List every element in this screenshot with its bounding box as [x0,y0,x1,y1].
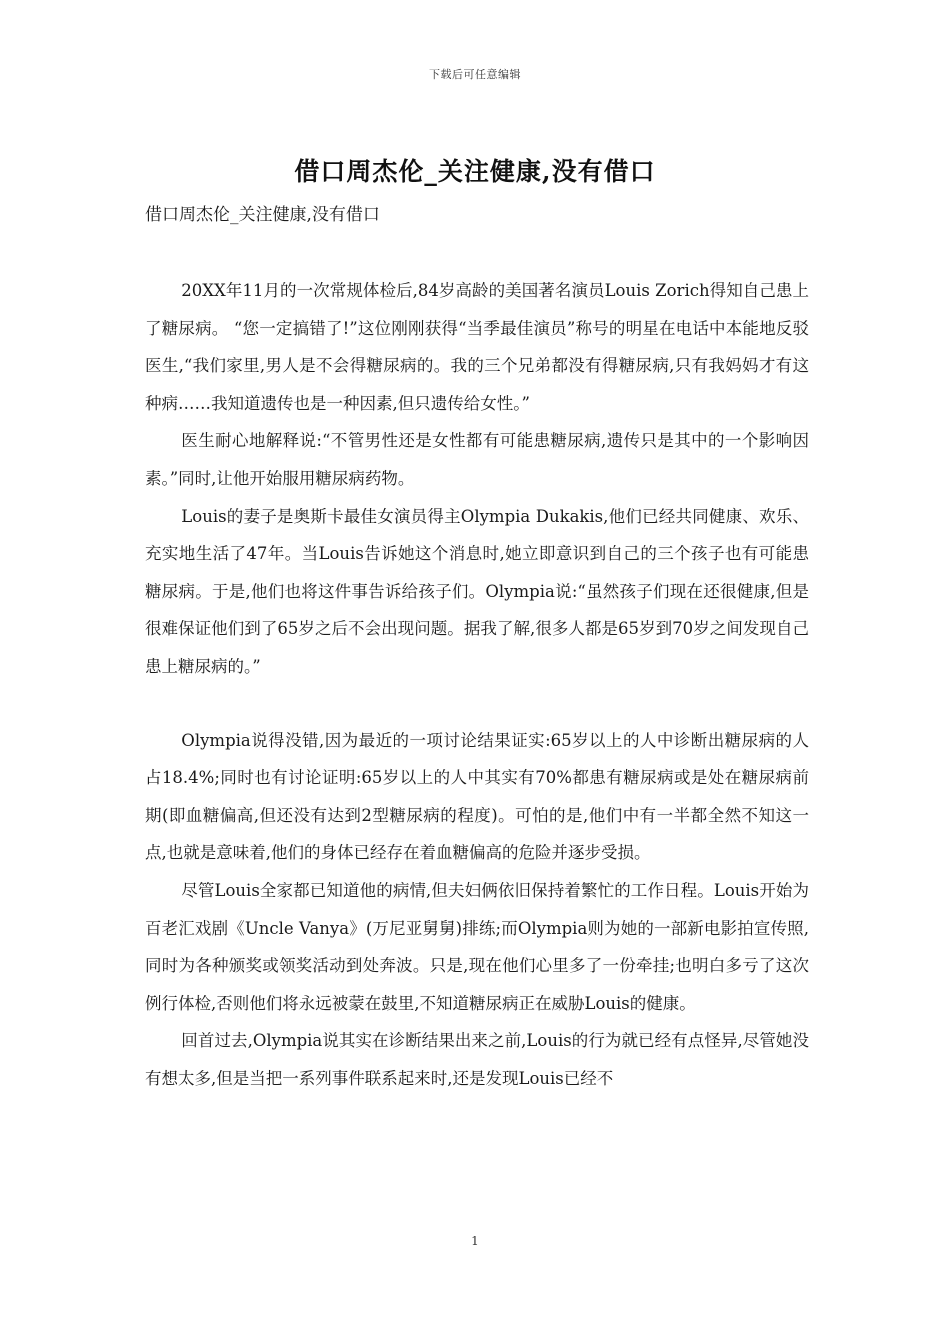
paragraph-gap [145,686,809,722]
paragraph-2: 医生耐心地解释说:“不管男性还是女性都有可能患糖尿病,遗传只是其中的一个影响因素。”同时,让他开始服用糖尿病药物。 [145,431,809,488]
paragraph-5: 尽管Louis全家都已知道他的病情,但夫妇俩依旧保持着繁忙的工作日程。Louis开始为百老汇戏剧《Uncle Vanya》(万尼亚舅舅)排练;而Olympia则为她的一部新电影拍宣传照,同时为各种颁奖或领奖活动到处奔波。只是,现在他们心里多了一份牵挂;也明白多亏了这次例行体检,否则他们将永远被蒙在鼓里,不知道糖尿病正在威胁Louis的健康。 [145,880,809,1013]
paragraph-3: Louis的妻子是奥斯卡最佳女演员得主Olympia Dukakis,他们已经共同健康、欢乐、充实地生活了47年。当Louis告诉她这个消息时,她立即意识到自己的三个孩子也有可能患糖尿病。于是,他们也将这件事告诉给孩子们。Olympia说:“虽然孩子们现在还很健康,但是很难保证他们到了65岁之后不会出现问题。据我了解,很多人都是65岁到70岁之间发现自己患上糖尿病的。” [145,506,809,676]
page-header: 下载后可任意编辑 [429,68,521,81]
document-title: 借口周杰伦_关注健康,没有借口 [294,157,656,186]
paragraph-6: 回首过去,Olympia说其实在诊断结果出来之前,Louis的行为就已经有点怪异,尽管她没有想太多,但是当把一系列事件联系起来时,还是发现Louis已经不 [145,1031,809,1088]
paragraph-1: 20XX年11月的一次常规体检后,84岁高龄的美国著名演员Louis Zorich得知自己患上了糖尿病。 “您一定搞错了!”这位刚刚获得“当季最佳演员”称号的明星在电话中本能地反驳医生,“我们家里,男人是不会得糖尿病的。我的三个兄弟都没有得糖尿病,只有我妈妈才有这种病……我知道遗传也是一种因素,但只遗传给女性。” [145,281,809,413]
page-number: 1 [471,1234,479,1248]
document-body [145,272,809,1097]
paragraph-4: Olympia说得没错,因为最近的一项讨论结果证实:65岁以上的人中诊断出糖尿病的人占18.4%;同时也有讨论证明:65岁以上的人中其实有70%都患有糖尿病或是处在糖尿病前期(即血糖偏高,但还没有达到2型糖尿病的程度)。可怕的是,他们中有一半都全然不知这一点,也就是意味着,他们的身体已经存在着血糖偏高的危险并逐步受损。 [145,730,809,863]
document-subtitle: 借口周杰伦_关注健康,没有借口 [145,205,380,225]
